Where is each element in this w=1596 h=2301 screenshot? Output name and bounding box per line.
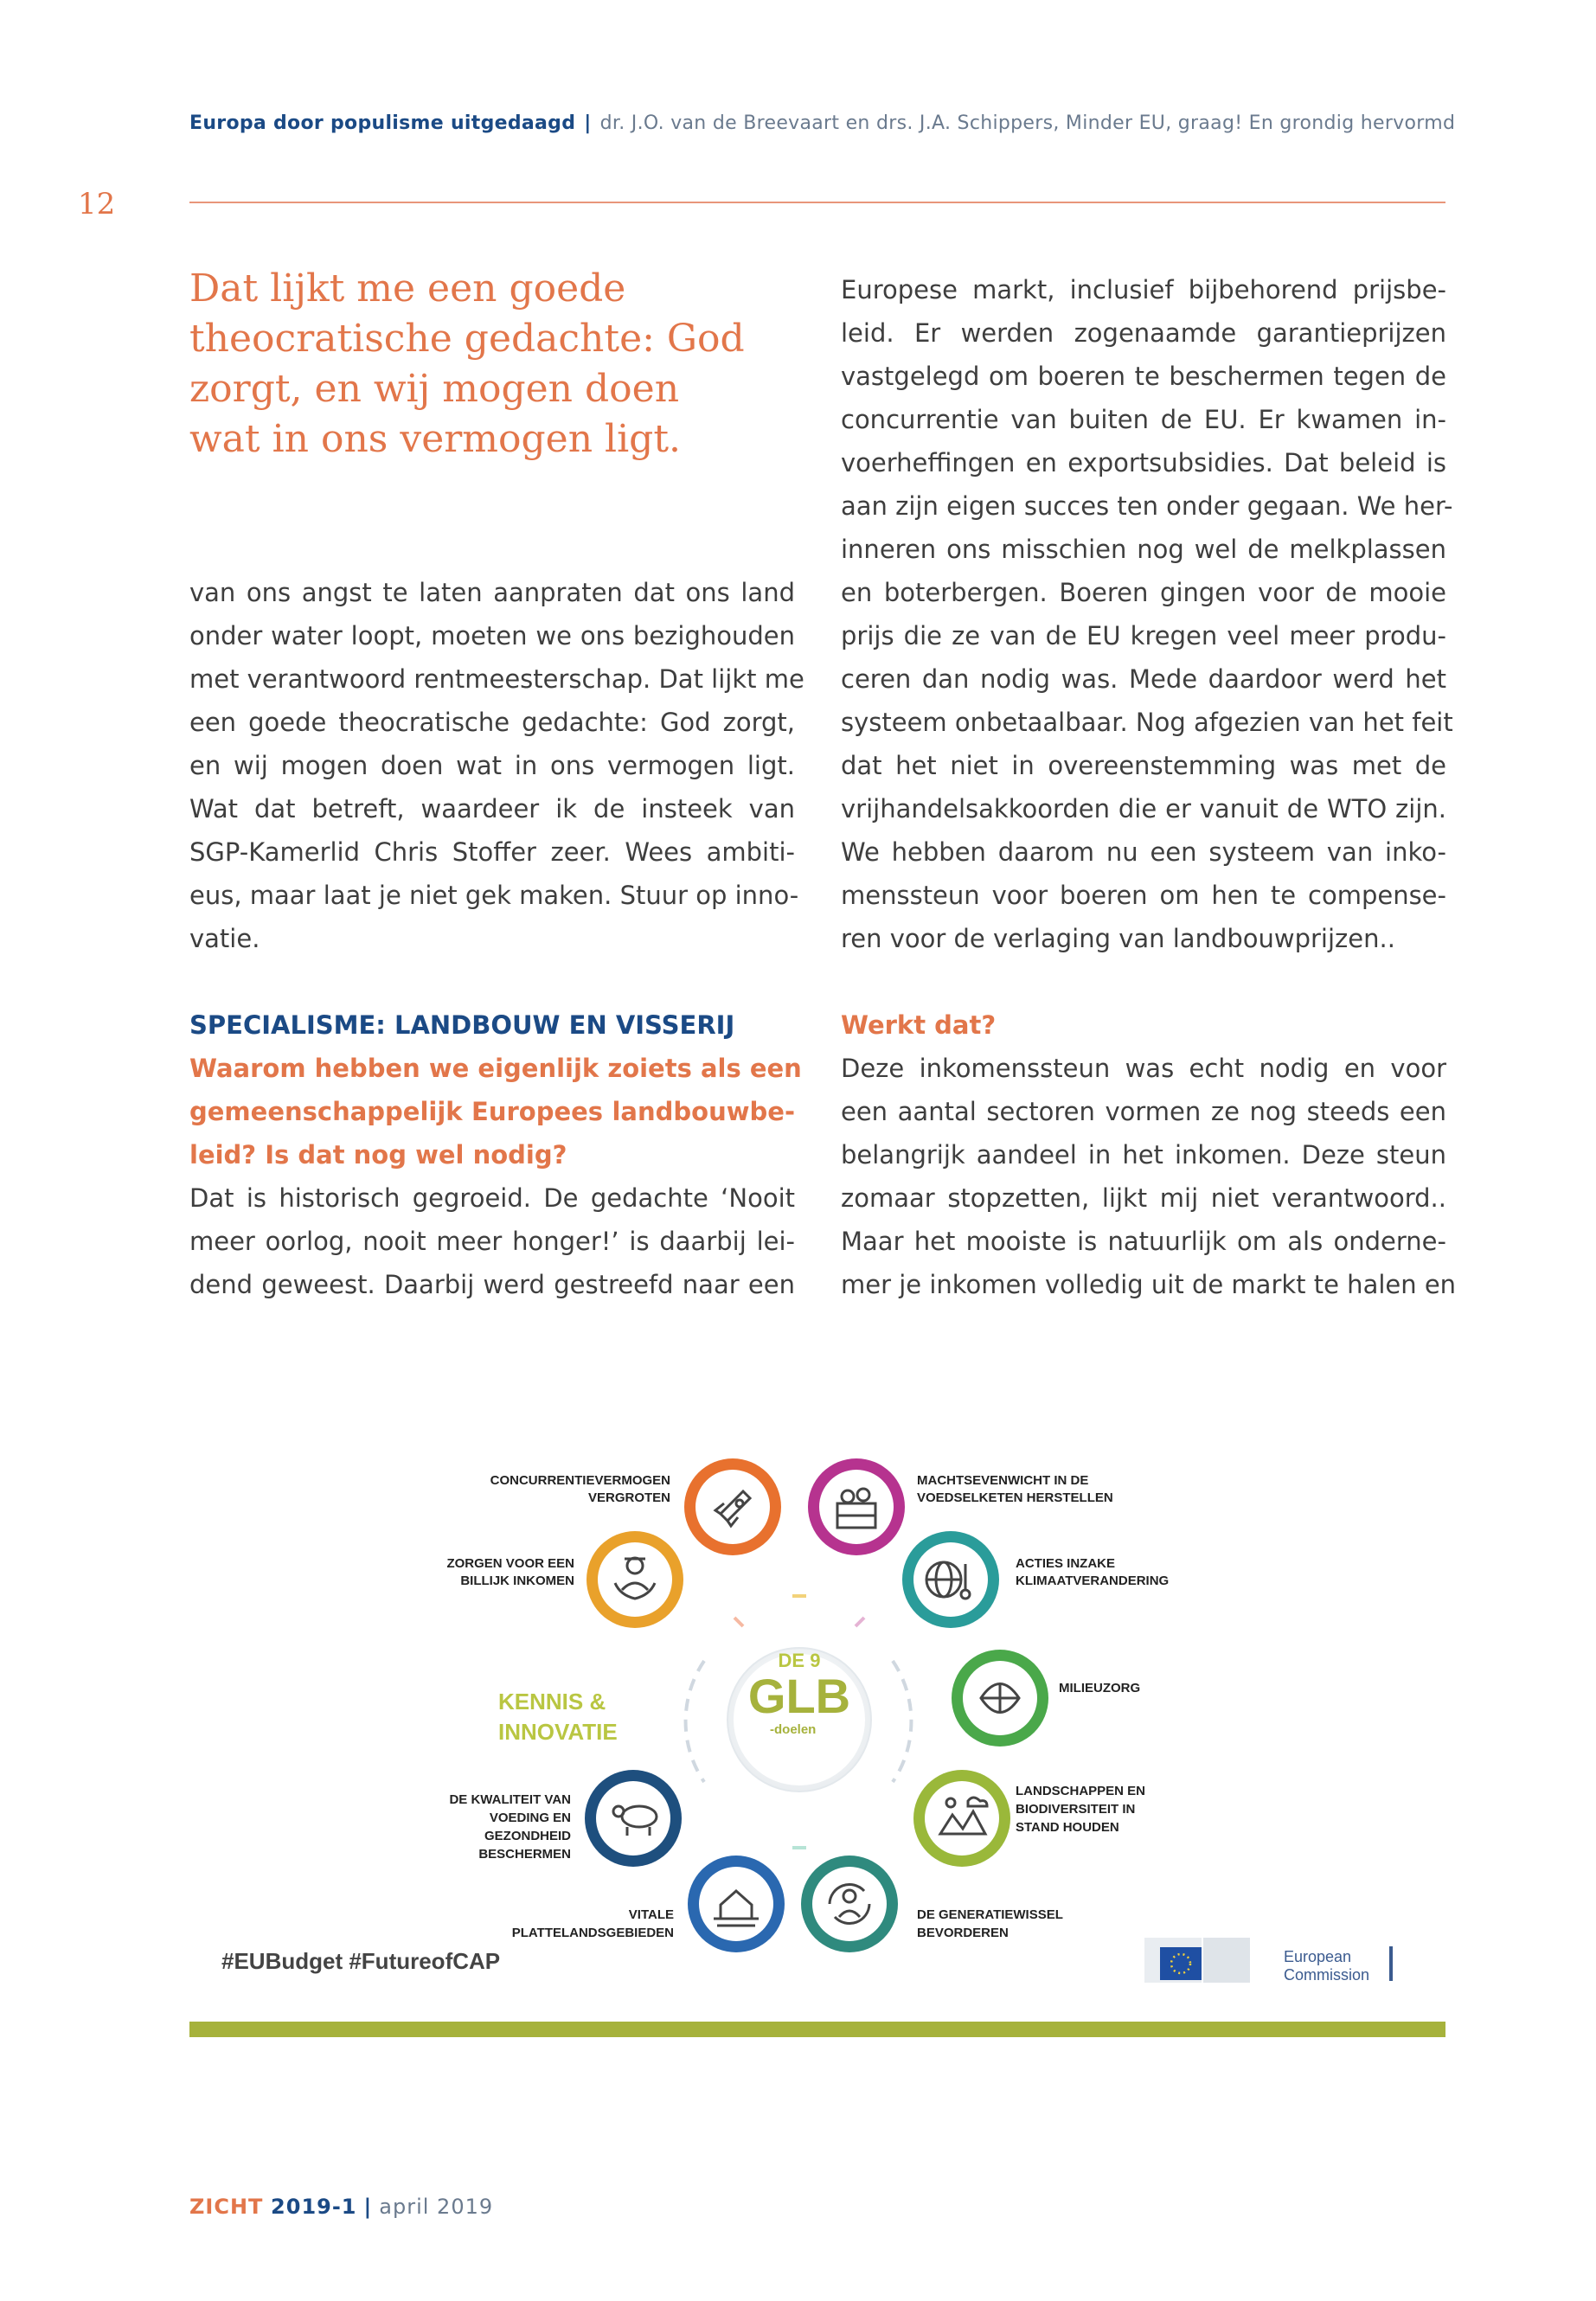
text-line: concurrentie van buiten de EU. Er kwamen in- (841, 405, 1446, 434)
text-line: dat het niet in overeenstemming was met de (841, 751, 1446, 780)
eu-logo-text: Commission (1284, 1966, 1370, 1984)
goal-label: MACHTSEVENWICHT IN DE (917, 1473, 1089, 1488)
footer-magazine: ZICHT (189, 2195, 264, 2219)
hashtags: #EUBudget #FutureofCAP (221, 1948, 501, 1974)
goal-label: STAND HOUDEN (1016, 1820, 1119, 1835)
right-column (841, 268, 1457, 1306)
header-authors: dr. J.O. van de Breevaart en drs. J.A. Schippers, Minder EU, graag! En grondig hervormd (599, 112, 1456, 134)
text-line: en wij mogen doen wat in ons vermogen ligt. (189, 751, 795, 780)
goal-billijk-inkomen (446, 1531, 683, 1628)
goal-kwaliteit-voeding (449, 1770, 682, 1867)
goal-klimaat (902, 1531, 1169, 1628)
goal-label: CONCURRENTIEVERMOGEN (490, 1473, 670, 1488)
text-line: dend geweest. Daarbij werd gestreefd naar een (189, 1270, 795, 1299)
footer-issue: 2019-1 (271, 2195, 357, 2219)
interview-question: Werkt dat? (841, 1010, 997, 1040)
text-line: SGP-Kamerlid Chris Stoffer zeer. Wees ambiti- (189, 837, 795, 867)
text-line: Maar het mooiste is natuurlijk om als onderne- (841, 1227, 1446, 1256)
goal-label: VERGROTEN (587, 1490, 670, 1505)
header-title: Europa door populisme uitgedaagd (189, 112, 576, 134)
footer-date: april 2019 (379, 2195, 494, 2219)
text-line: vrijhandelsakkoorden die er vanuit de WTO zijn. (841, 794, 1446, 824)
body-paragraph (841, 1047, 1457, 1306)
footer-separator: | (363, 2195, 373, 2219)
text-line: Europese markt, inclusief bijbehorend prijsbe- (841, 275, 1446, 304)
text-line: Dat is historisch gegroeid. De gedachte ‘Nooit (189, 1183, 795, 1213)
center-dial (686, 1596, 912, 1848)
question-line: gemeenschappelijk Europees landbouwbe- (189, 1097, 795, 1126)
text-line: met verantwoord rentmeesterschap. Dat lijkt me (189, 664, 804, 694)
running-header (189, 112, 1456, 134)
text-line: We hebben daarom nu een systeem van inko- (841, 837, 1446, 867)
footer (189, 2195, 493, 2219)
side-label-line: KENNIS & (498, 1689, 606, 1715)
text-line: Wat dat betreft, waardeer ik de insteek van (189, 794, 795, 824)
body-paragraph (189, 571, 804, 960)
text-line: onder water loopt, moeten we ons bezighouden (189, 621, 795, 651)
text-line: mer je inkomen volledig uit de markt te halen en (841, 1270, 1457, 1299)
center-sub-text: -doelen (770, 1722, 817, 1737)
text-line: voerheffingen en exportsubsidies. Dat beleid is (841, 448, 1446, 478)
goal-landschappen (913, 1770, 1145, 1867)
pull-quote-line: Dat lijkt me een goede (189, 266, 626, 311)
question-line: Waarom hebben we eigenlijk zoiets als een (189, 1054, 802, 1083)
goal-label: ACTIES INZAKE (1016, 1556, 1116, 1571)
page-number: 12 (78, 187, 116, 221)
side-label-line: INNOVATIE (498, 1719, 618, 1745)
pull-quote-line: theocratische gedachte: God (189, 317, 745, 361)
graphic-bottom-bar (189, 2022, 1445, 2037)
text-line: vastgelegd om boeren te beschermen tegen de (841, 362, 1446, 391)
center-main-text: GLB (747, 1669, 851, 1723)
text-line: en boterbergen. Boeren gingen voor de mooie (841, 578, 1446, 607)
pull-quote (189, 264, 786, 465)
center-top-text: DE 9 (778, 1650, 821, 1671)
goal-label: BILLIJK INKOMEN (460, 1574, 574, 1588)
text-line: meer oorlog, nooit meer honger!’ is daarbij lei- (189, 1227, 795, 1256)
text-line: inneren ons misschien nog wel de melkplassen (841, 535, 1446, 564)
question-line: leid? Is dat nog wel nodig? (189, 1140, 567, 1170)
goal-plattelandsgebieden (512, 1856, 785, 1952)
eu-logo-text: European (1284, 1948, 1352, 1965)
text-line: een goede theocratische gedachte: God zorgt, (189, 708, 795, 737)
header-rule (189, 202, 1445, 203)
goal-label: BIODIVERSITEIT IN (1016, 1802, 1136, 1817)
text-line: aan zijn eigen succes ten onder gegaan. We her- (841, 491, 1453, 521)
body-paragraph (189, 1176, 795, 1306)
goal-label: VOEDSELKETEN HERSTELLEN (917, 1490, 1113, 1505)
text-line: belangrijk aandeel in het inkomen. Deze steun (841, 1140, 1446, 1170)
text-line: leid. Er werden zogenaamde garantieprijzen (841, 318, 1446, 348)
goal-label: MILIEUZORG (1059, 1681, 1141, 1695)
goal-label: KLIMAATVERANDERING (1016, 1574, 1170, 1588)
pull-quote-line: zorgt, en wij mogen doen (189, 367, 680, 411)
text-line: van ons angst te laten aanpraten dat ons land (189, 578, 795, 607)
goal-label: VOEDING EN (489, 1811, 571, 1825)
cap-goals-graphic (189, 1453, 1445, 2024)
goal-label: LANDSCHAPPEN EN (1016, 1784, 1146, 1798)
european-commission-logo (1144, 1938, 1393, 1984)
text-line: eus, maar laat je niet gek maken. Stuur op inno- (189, 881, 799, 910)
section-title: SPECIALISME: LANDBOUW EN VISSERIJ (189, 1010, 735, 1040)
goal-label: DE GENERATIEWISSEL (917, 1907, 1063, 1922)
goal-label: VITALE (628, 1907, 674, 1922)
goal-label: ZORGEN VOOR EEN (446, 1556, 574, 1571)
interview-question (189, 1047, 802, 1176)
goal-label: BEVORDEREN (917, 1926, 1009, 1940)
goal-label: DE KWALITEIT VAN (449, 1792, 571, 1807)
text-line: ceren dan nodig was. Mede daardoor werd het (841, 664, 1446, 694)
left-column (189, 571, 804, 1306)
text-line: zomaar stopzetten, lijkt mij niet verantwoord.. (841, 1183, 1446, 1213)
text-line: vatie. (189, 924, 260, 953)
text-line: ren voor de verlaging van landbouwprijzen.. (841, 924, 1395, 953)
header-separator: | (584, 112, 592, 134)
text-line: prijs die ze van de EU kregen veel meer produ- (841, 621, 1446, 651)
text-line: menssteun voor boeren om hen te compense- (841, 881, 1446, 910)
body-paragraph (841, 268, 1453, 960)
goal-milieuzorg (952, 1650, 1140, 1747)
text-line: een aantal sectoren vormen ze nog steeds een (841, 1097, 1446, 1126)
goal-label: PLATTELANDSGEBIEDEN (511, 1926, 674, 1940)
goal-label: GEZONDHEID (484, 1829, 571, 1843)
pull-quote-line: wat in ons vermogen ligt. (189, 417, 682, 461)
goal-label: BESCHERMEN (478, 1847, 571, 1862)
text-line: systeem onbetaalbaar. Nog afgezien van het feit (841, 708, 1453, 737)
text-line: Deze inkomenssteun was echt nodig en voor (841, 1054, 1446, 1083)
goal-generatiewissel (801, 1856, 1063, 1952)
